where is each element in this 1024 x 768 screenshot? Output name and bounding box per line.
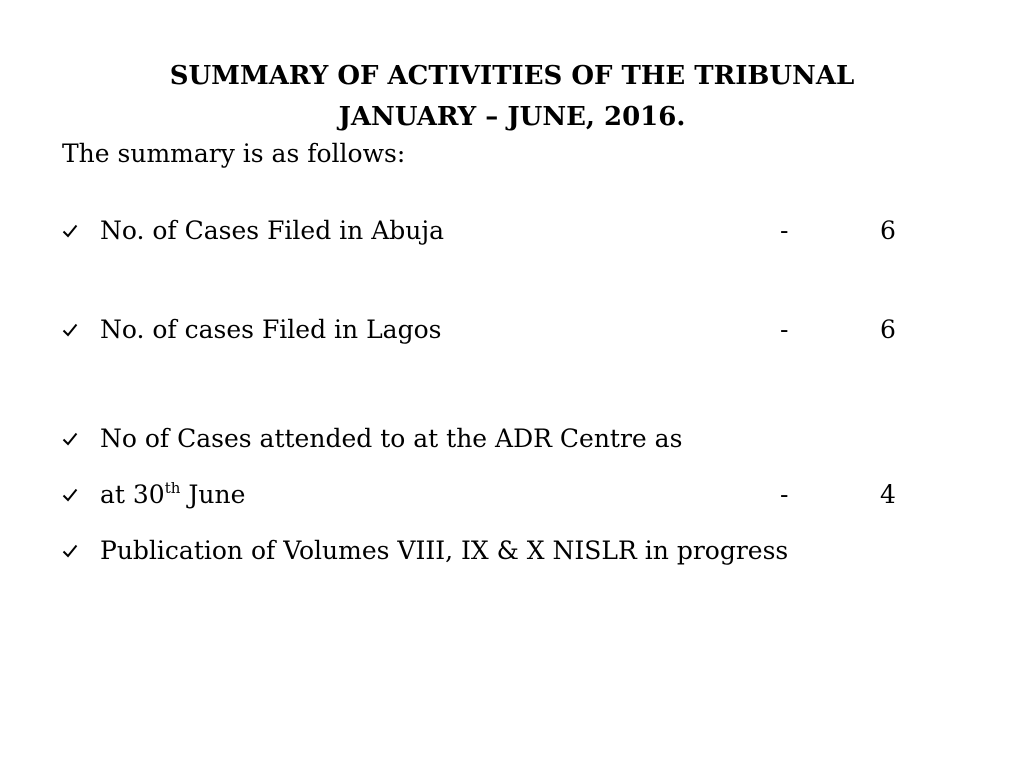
checkmark-icon bbox=[62, 475, 86, 515]
list-item bbox=[0, 419, 1024, 459]
item-label-sup: th bbox=[164, 479, 181, 497]
list-item bbox=[0, 531, 1024, 571]
title-line-2: JANUARY – JUNE, 2016. bbox=[338, 102, 686, 132]
item-dash: - bbox=[780, 480, 789, 509]
item-label: No. of Cases Filed in Abuja bbox=[100, 216, 445, 245]
checkmark-icon bbox=[62, 211, 86, 251]
title-line-1: SUMMARY OF ACTIVITIES OF THE TRIBUNAL bbox=[169, 61, 855, 91]
list-item bbox=[0, 475, 1024, 515]
item-label: No of Cases attended to at the ADR Centre as bbox=[100, 424, 683, 453]
item-dash: - bbox=[780, 315, 789, 344]
item-dash: - bbox=[780, 216, 789, 245]
item-value: 6 bbox=[880, 216, 896, 245]
item-label-post: June bbox=[180, 480, 246, 509]
item-value: 6 bbox=[880, 315, 896, 344]
checkmark-icon bbox=[62, 531, 86, 571]
item-label bbox=[100, 475, 245, 515]
item-label-pre: at 30 bbox=[100, 480, 165, 509]
list-item bbox=[0, 310, 1024, 350]
intro-text: The summary is as follows: bbox=[62, 139, 406, 168]
item-value: 4 bbox=[880, 480, 896, 509]
item-label: Publication of Volumes VIII, IX & X NISLR in progress bbox=[100, 536, 789, 565]
checkmark-icon bbox=[62, 419, 86, 459]
list-item bbox=[0, 211, 1024, 251]
checkmark-icon bbox=[62, 310, 86, 350]
item-label: No. of cases Filed in Lagos bbox=[100, 315, 442, 344]
